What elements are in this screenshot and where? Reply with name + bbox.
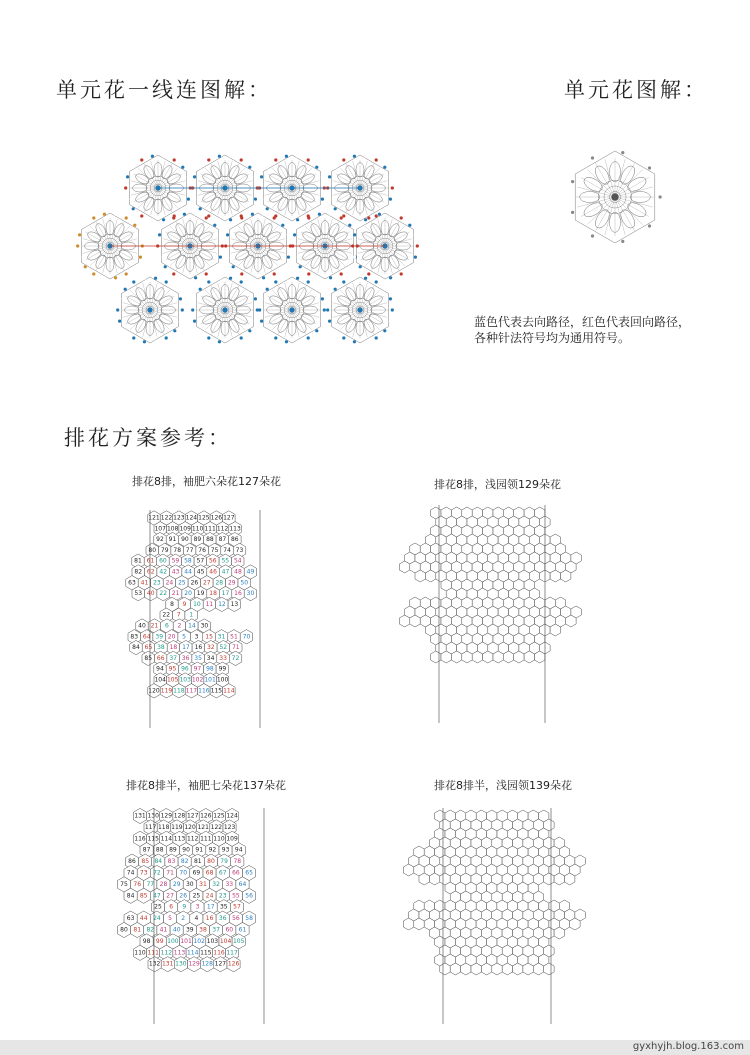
layout-diagram-plain-2 [405,808,585,1026]
hex-number: 83 [130,633,139,641]
hex-number: 86 [128,858,136,866]
hex-number: 37 [212,926,220,934]
hex-number: 29 [227,579,236,587]
hex-number: 33 [219,654,227,662]
hex-number: 70 [179,869,188,877]
hex-number: 116 [134,835,146,843]
hex-number: 32 [212,880,220,888]
hex-number: 130 [147,812,159,820]
hex-number: 103 [179,676,191,684]
hex-number: 7 [176,611,181,619]
hex-number: 114 [186,949,199,957]
hex-number: 50 [240,579,249,587]
hex-number: 108 [166,525,179,533]
hex-number: 92 [156,536,164,544]
hex-number: 75 [120,880,128,888]
hex-number: 118 [157,823,170,831]
hex-number: 55 [232,892,240,900]
hex-number: 17 [182,644,190,652]
hex-number: 29 [172,880,181,888]
hex-number: 74 [126,869,135,877]
joined-motif-diagram [70,150,430,380]
hex-number: 61 [238,926,247,934]
hex-number: 52 [219,644,228,652]
hex-number: 56 [245,892,253,900]
hex-number: 9 [182,903,187,911]
layout-diagram-plain-1 [405,505,580,725]
layout-reference-heading: 排花方案参考： [64,426,232,450]
hex-grid [126,511,257,698]
hex-number: 76 [198,546,206,554]
hex-number: 31 [217,633,226,641]
hex-number: 41 [140,579,149,587]
crochet-motif [191,277,259,344]
hex-number: 16 [194,644,203,652]
hex-number: 53 [134,590,143,598]
hex-number: 121 [197,823,209,831]
hex-number: 63 [126,915,135,923]
hex-number: 87 [142,846,151,854]
hex-number: 25 [178,579,186,587]
hex-number: 86 [230,536,239,544]
hex-grid [403,810,585,975]
hex-number: 58 [245,915,253,923]
hex-number: 125 [213,812,225,820]
hex-number: 58 [184,557,192,565]
hex-number: 69 [192,869,201,877]
hex-number: 90 [182,846,190,854]
hex-number: 84 [126,892,135,900]
hex-number: 107 [154,525,166,533]
hex-number: 119 [160,687,173,695]
hex-number: 57 [233,903,241,911]
color-legend [474,314,690,346]
hex-number: 81 [193,858,202,866]
hex-number: 127 [186,812,199,820]
layout-caption-3: 排花8排半，袖肥七朵花137朵花 [126,779,286,792]
hex-number: 39 [185,926,194,934]
hex-number: 101 [180,937,192,945]
hex-number: 105 [166,676,179,684]
hex-number: 90 [181,536,189,544]
hex-number: 66 [156,654,165,662]
layout-caption-4: 排花8排半，浅园领139朵花 [434,779,572,792]
hex-number: 20 [167,633,176,641]
hex-number: 21 [171,590,180,598]
hex-number: 1 [189,611,194,619]
hex-number: 72 [231,654,240,662]
hex-number: 113 [229,525,241,533]
hex-number: 61 [146,557,155,565]
hex-number: 3 [195,903,200,911]
hex-number: 47 [153,892,161,900]
hex-number: 65 [144,644,153,652]
hex-number: 38 [157,644,165,652]
hex-number: 81 [133,926,142,934]
hex-number: 5 [168,915,173,923]
hex-number: 80 [120,926,128,934]
hex-number: 111 [200,835,212,843]
hex-number: 35 [194,654,202,662]
hex-number: 80 [148,546,157,554]
hex-number: 132 [148,960,161,968]
hex-number: 21 [150,622,159,630]
hex-number: 27 [202,579,211,587]
hex-number: 72 [153,869,161,877]
hex-number: 28 [215,579,224,587]
hex-number: 89 [193,536,202,544]
hex-number: 131 [134,812,146,820]
hex-number: 91 [168,536,177,544]
hex-number: 114 [160,835,173,843]
hex-number: 49 [246,568,255,576]
hex-number: 5 [182,633,187,641]
hex-number: 110 [213,835,225,843]
hex-number: 22 [159,590,168,598]
hex-number: 78 [233,858,242,866]
hex-number: 101 [204,676,216,684]
hex-number: 125 [198,514,210,522]
hex-number: 64 [238,880,247,888]
hex-number: 10 [193,600,201,608]
hex-number: 130 [175,960,187,968]
hex-number: 115 [200,949,212,957]
hex-number: 71 [166,869,174,877]
hex-number: 104 [154,676,166,684]
hex-number: 22 [162,611,171,619]
layout-caption-2: 排花8排，浅园领129朵花 [434,478,561,491]
hex-number: 128 [201,960,213,968]
hex-number: 113 [173,835,186,843]
hex-number: 96 [181,665,189,673]
hex-number: 3 [194,633,199,641]
hex-number: 77 [185,546,194,554]
hex-number: 42 [159,568,168,576]
hex-number: 105 [232,937,245,945]
hex-number: 84 [154,858,163,866]
hex-number: 20 [184,590,192,598]
legend-line-2: 各种针法符号均为通用符号。 [474,331,631,345]
hex-number: 91 [195,846,204,854]
hex-number: 60 [159,557,167,565]
hex-number: 111 [204,525,216,533]
hex-number: 46 [209,568,217,576]
hex-number: 12 [218,600,226,608]
hex-number: 71 [231,644,240,652]
hex-number: 104 [219,937,232,945]
hex-number: 55 [221,557,230,565]
hex-number: 65 [245,869,253,877]
hex-number: 89 [169,846,177,854]
hex-number: 127 [223,514,235,522]
crochet-motif [258,277,326,344]
hex-number: 109 [226,835,238,843]
hex-number: 102 [193,937,205,945]
hex-number: 122 [210,823,223,831]
hex-number: 87 [218,536,227,544]
hex-number: 127 [214,960,227,968]
hex-number: 126 [227,960,240,968]
hex-number: 40 [172,926,181,934]
hex-number: 124 [185,514,198,522]
hex-number: 2 [177,622,182,630]
hex-number: 84 [132,644,140,652]
hex-number: 117 [144,823,157,831]
hex-number: 70 [242,633,251,641]
hex-number: 48 [234,568,242,576]
hex-grid [399,507,581,663]
hex-number: 18 [209,590,217,598]
hex-number: 37 [169,654,178,662]
hex-number: 78 [173,546,182,554]
hex-number: 111 [147,949,159,957]
hex-number: 2 [181,915,186,923]
hex-number: 121 [148,514,160,522]
hex-number: 36 [181,654,190,662]
hex-number: 56 [208,557,217,565]
hex-number: 73 [139,869,148,877]
hex-number: 43 [171,568,180,576]
hex-number: 24 [205,892,214,900]
hex-number: 59 [171,557,180,565]
hex-number: 38 [199,926,207,934]
hex-number: 120 [184,823,196,831]
hex-number: 93 [221,846,230,854]
hex-number: 123 [223,823,236,831]
hex-number: 112 [160,949,173,957]
hex-number: 79 [220,858,228,866]
hex-number: 19 [196,590,205,598]
hex-number: 17 [206,903,215,911]
crochet-motif [116,277,184,344]
hex-number: 94 [156,665,164,673]
layout-diagram-numbered-2 [118,808,298,1026]
hex-number: 15 [205,633,213,641]
hex-number: 17 [221,590,230,598]
hex-number: 120 [148,687,160,695]
hex-number: 45 [196,568,205,576]
hex-number: 30 [200,622,209,630]
hex-number: 4 [194,915,199,923]
hex-number: 39 [155,633,164,641]
hex-number: 129 [188,960,200,968]
hex-number: 6 [164,622,169,630]
hex-number: 110 [191,525,204,533]
hex-number: 129 [160,812,173,820]
hex-number: 56 [232,915,240,923]
hex-number: 113 [173,949,186,957]
hex-number: 115 [210,687,223,695]
hex-number: 109 [179,525,191,533]
hex-number: 97 [193,665,202,673]
hex-number: 24 [153,915,161,923]
hex-number: 28 [159,880,168,888]
hex-number: 11 [205,600,214,608]
hex-number: 9 [182,600,187,608]
hex-number: 112 [186,835,199,843]
hex-number: 88 [155,846,164,854]
hex-number: 95 [168,665,177,673]
hex-number: 83 [167,858,176,866]
hex-number: 27 [166,892,174,900]
hex-number: 36 [218,915,227,923]
joined-diagram-heading: 单元花一线连图解： [56,78,272,102]
hex-number: 47 [221,568,230,576]
hex-number: 30 [246,590,255,598]
hex-number: 54 [233,557,242,565]
hex-number: 41 [159,926,168,934]
hex-number: 81 [134,557,142,565]
footer-watermark: gyxhyjh.blog.163.com [632,1041,744,1052]
hex-number: 94 [234,846,243,854]
hex-number: 32 [206,644,215,652]
hex-number: 68 [205,869,214,877]
hex-number: 8 [170,600,174,608]
hex-number: 25 [154,903,162,911]
hex-number: 23 [218,892,227,900]
hex-number: 57 [196,557,205,565]
hex-number: 74 [223,546,231,554]
hex-number: 75 [210,546,219,554]
hex-number: 40 [138,622,146,630]
hex-number: 115 [147,835,159,843]
crochet-motif [568,151,661,243]
hex-number: 99 [218,665,227,673]
hex-number: 26 [179,892,188,900]
hex-number: 62 [146,568,155,576]
single-motif-diagram [565,140,665,255]
hex-number: 23 [153,579,161,587]
hex-number: 116 [198,687,210,695]
hex-number: 76 [133,880,142,888]
hex-number: 112 [216,525,229,533]
hex-number: 64 [142,633,151,641]
hex-number: 26 [190,579,199,587]
hex-number: 102 [191,676,204,684]
hex-grid [117,808,255,971]
hex-number: 18 [169,644,178,652]
hex-number: 100 [167,937,179,945]
hex-number: 88 [206,536,214,544]
crochet-motif [326,277,394,344]
hex-number: 118 [173,687,185,695]
single-motif-heading: 单元花图解： [564,78,708,102]
hex-number: 14 [188,622,196,630]
hex-number: 77 [146,880,155,888]
hex-number: 24 [165,579,174,587]
hex-number: 63 [128,579,136,587]
hex-number: 30 [185,880,194,888]
hex-number: 131 [161,960,174,968]
hex-number: 31 [199,880,207,888]
hex-number: 66 [232,869,240,877]
hex-number: 85 [139,892,148,900]
hex-number: 128 [173,812,186,820]
hex-number: 126 [200,812,212,820]
legend-line-1: 蓝色代表去向路径，红色代表回向路径， [474,315,691,329]
hex-number: 73 [235,546,244,554]
hex-number: 124 [226,812,238,820]
hex-number: 116 [213,949,225,957]
hex-number: 98 [206,665,214,673]
hex-number: 117 [226,949,238,957]
hex-number: 92 [208,846,217,854]
hex-number: 51 [230,633,238,641]
hex-number: 99 [155,937,164,945]
hex-number: 98 [142,937,151,945]
hex-number: 25 [192,892,201,900]
hex-number: 123 [173,514,185,522]
hex-number: 80 [207,858,215,866]
hex-number: 44 [184,568,192,576]
hex-number: 103 [206,937,219,945]
hex-number: 67 [218,869,227,877]
hex-number: 40 [146,590,155,598]
hex-number: 110 [134,949,146,957]
hex-number: 13 [230,600,239,608]
hex-number: 126 [210,514,223,522]
hex-number: 82 [146,926,155,934]
hex-number: 82 [134,568,143,576]
hex-number: 44 [139,915,148,923]
hex-number: 33 [225,880,234,888]
layout-caption-1: 排花8排，袖肥六朵花127朵花 [132,475,281,488]
hex-number: 100 [216,676,229,684]
hex-number: 79 [160,546,169,554]
hex-number: 85 [144,654,153,662]
hex-number: 16 [234,590,242,598]
hex-number: 114 [223,687,235,695]
hex-number: 117 [185,687,198,695]
layout-diagram-numbered-1 [120,510,295,730]
hex-number: 82 [180,858,189,866]
hex-number: 60 [225,926,234,934]
hex-number: 85 [141,858,150,866]
hex-number: 119 [171,823,183,831]
hex-number: 122 [160,514,173,522]
hex-number: 34 [206,654,215,662]
hex-number: 16 [205,915,214,923]
hex-number: 6 [169,903,174,911]
hex-number: 35 [219,903,228,911]
